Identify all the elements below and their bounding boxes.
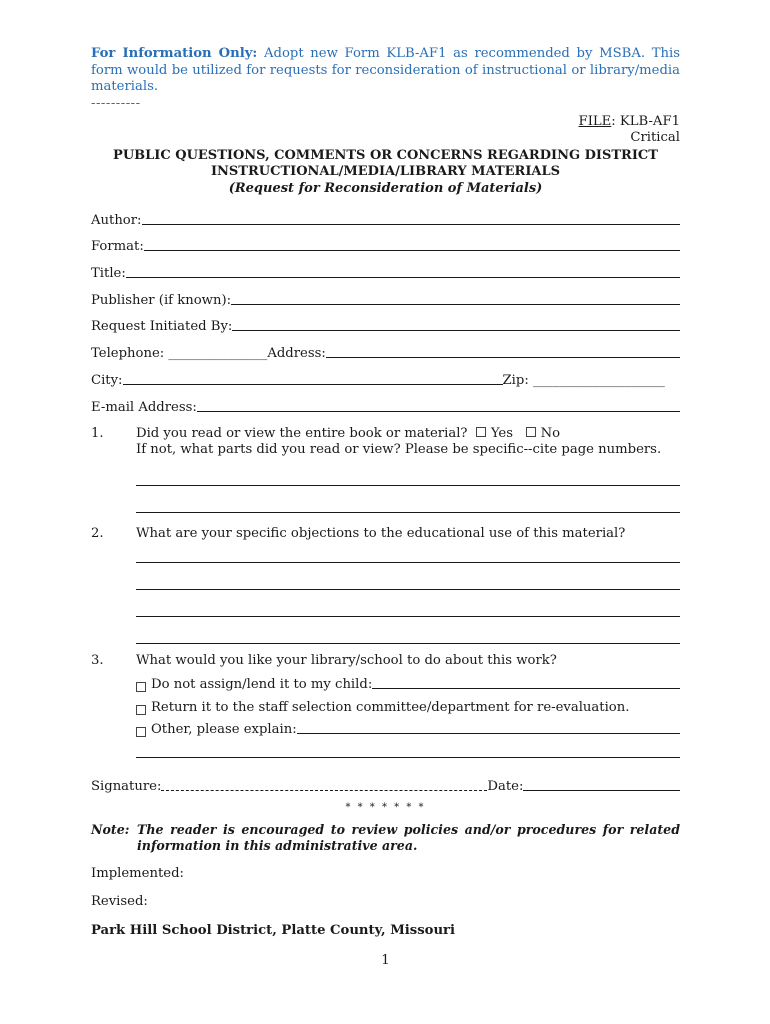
email-label: E-mail Address: — [91, 399, 197, 415]
telephone-label[interactable]: Telephone: _______________ — [91, 346, 268, 362]
signature-blank[interactable] — [161, 776, 487, 791]
requester-field — [91, 308, 680, 335]
telephone-address-field — [91, 334, 680, 361]
question-2-text: What are your specific objections to the educational use of this material? — [136, 525, 626, 541]
option-do-not-assign — [136, 670, 680, 693]
answer-line[interactable] — [136, 486, 680, 513]
file-number: : KLB-AF1 — [611, 113, 680, 129]
zip-label[interactable]: Zip: ____________________ — [502, 372, 665, 388]
do-not-assign-checkbox[interactable] — [136, 682, 146, 692]
return-checkbox[interactable] — [136, 705, 146, 715]
document-page — [91, 46, 680, 968]
do-not-assign-blank[interactable] — [372, 674, 680, 689]
question-1 — [91, 426, 680, 459]
return-label: Return it to the staff selection committee/department for re-evaluation. — [151, 699, 630, 715]
note — [91, 822, 680, 854]
notice-text: Adopt new Form KLB-AF1 as recommended by MSBA. This form would be utilized for requests for reconsideration of instructional or library/media materials. — [91, 46, 681, 94]
title-blank[interactable] — [126, 263, 680, 278]
other-checkbox[interactable] — [136, 727, 146, 737]
format-label: Format: — [91, 239, 144, 255]
file-code — [91, 114, 680, 147]
question-2-number: 2. — [91, 525, 104, 541]
question-3 — [91, 653, 680, 670]
information-notice — [91, 46, 680, 96]
question-1-number: 1. — [91, 425, 104, 441]
title-field — [91, 254, 680, 281]
section-divider: * * * * * * * — [345, 801, 426, 813]
answer-line[interactable] — [136, 542, 680, 563]
no-label: No — [540, 425, 561, 441]
other-blank[interactable] — [297, 719, 680, 734]
answer-line[interactable] — [136, 737, 680, 758]
publisher-blank[interactable] — [231, 290, 680, 305]
email-blank[interactable] — [197, 397, 680, 412]
implemented-label: Implemented: — [91, 865, 184, 881]
other-label: Other, please explain: — [151, 722, 297, 738]
answer-line[interactable] — [136, 590, 680, 617]
format-field — [91, 228, 680, 255]
question-2 — [91, 526, 680, 543]
revised-label: Revised: — [91, 893, 148, 909]
form-title — [91, 148, 680, 198]
answer-line[interactable] — [136, 563, 680, 590]
address-label: Address: — [267, 346, 326, 362]
city-blank[interactable] — [123, 370, 503, 385]
requester-blank[interactable] — [232, 316, 680, 331]
author-label: Author: — [91, 212, 142, 228]
author-field — [91, 201, 680, 228]
page-number: 1 — [381, 952, 390, 968]
title-line-2: INSTRUCTIONAL/MEDIA/LIBRARY MATERIALS — [210, 164, 561, 179]
signature-row — [91, 767, 680, 794]
question-3-number: 3. — [91, 653, 104, 668]
address-blank[interactable] — [326, 343, 680, 358]
yes-checkbox[interactable] — [476, 427, 486, 437]
title-label: Title: — [91, 266, 126, 282]
answer-line[interactable] — [136, 617, 680, 644]
note-label: Note: — [91, 821, 130, 837]
notice-separator: ---------- — [91, 95, 141, 111]
file-label: FILE — [578, 113, 612, 129]
question-1-followup: If not, what parts did you read or view? Please be specific--cite page numbers. — [136, 442, 662, 457]
question-3-text: What would you like your library/school to do about this work? — [136, 653, 557, 668]
title-line-1: PUBLIC QUESTIONS, COMMENTS OR CONCERNS REGARDING DISTRICT — [113, 147, 658, 163]
yes-label: Yes — [490, 425, 514, 441]
note-text: The reader is encouraged to review policies and/or procedures for related information in this administrative area. — [137, 821, 680, 853]
notice-label: For Information Only: — [91, 46, 258, 61]
option-other — [136, 715, 680, 738]
format-blank[interactable] — [144, 236, 680, 251]
author-blank[interactable] — [142, 210, 681, 225]
signature-label: Signature: — [91, 778, 162, 794]
requester-label: Request Initiated By: — [91, 319, 233, 335]
date-label: Date: — [487, 778, 524, 794]
district-name: Park Hill School District, Platte County, Missouri — [91, 922, 455, 938]
email-field — [91, 388, 680, 415]
city-label: City: — [91, 372, 123, 388]
answer-line[interactable] — [136, 459, 680, 486]
request-fields — [91, 201, 680, 415]
publisher-label: Publisher (if known): — [91, 292, 232, 308]
no-checkbox[interactable] — [526, 427, 536, 437]
option-return — [136, 692, 680, 715]
city-zip-field — [91, 361, 680, 388]
date-blank[interactable] — [523, 776, 680, 791]
do-not-assign-label: Do not assign/lend it to my child: — [151, 677, 373, 693]
question-1-text: Did you read or view the entire book or material? — [136, 425, 468, 441]
file-status: Critical — [630, 130, 680, 145]
publisher-field — [91, 281, 680, 308]
form-subtitle: (Request for Reconsideration of Materials) — [228, 180, 543, 196]
